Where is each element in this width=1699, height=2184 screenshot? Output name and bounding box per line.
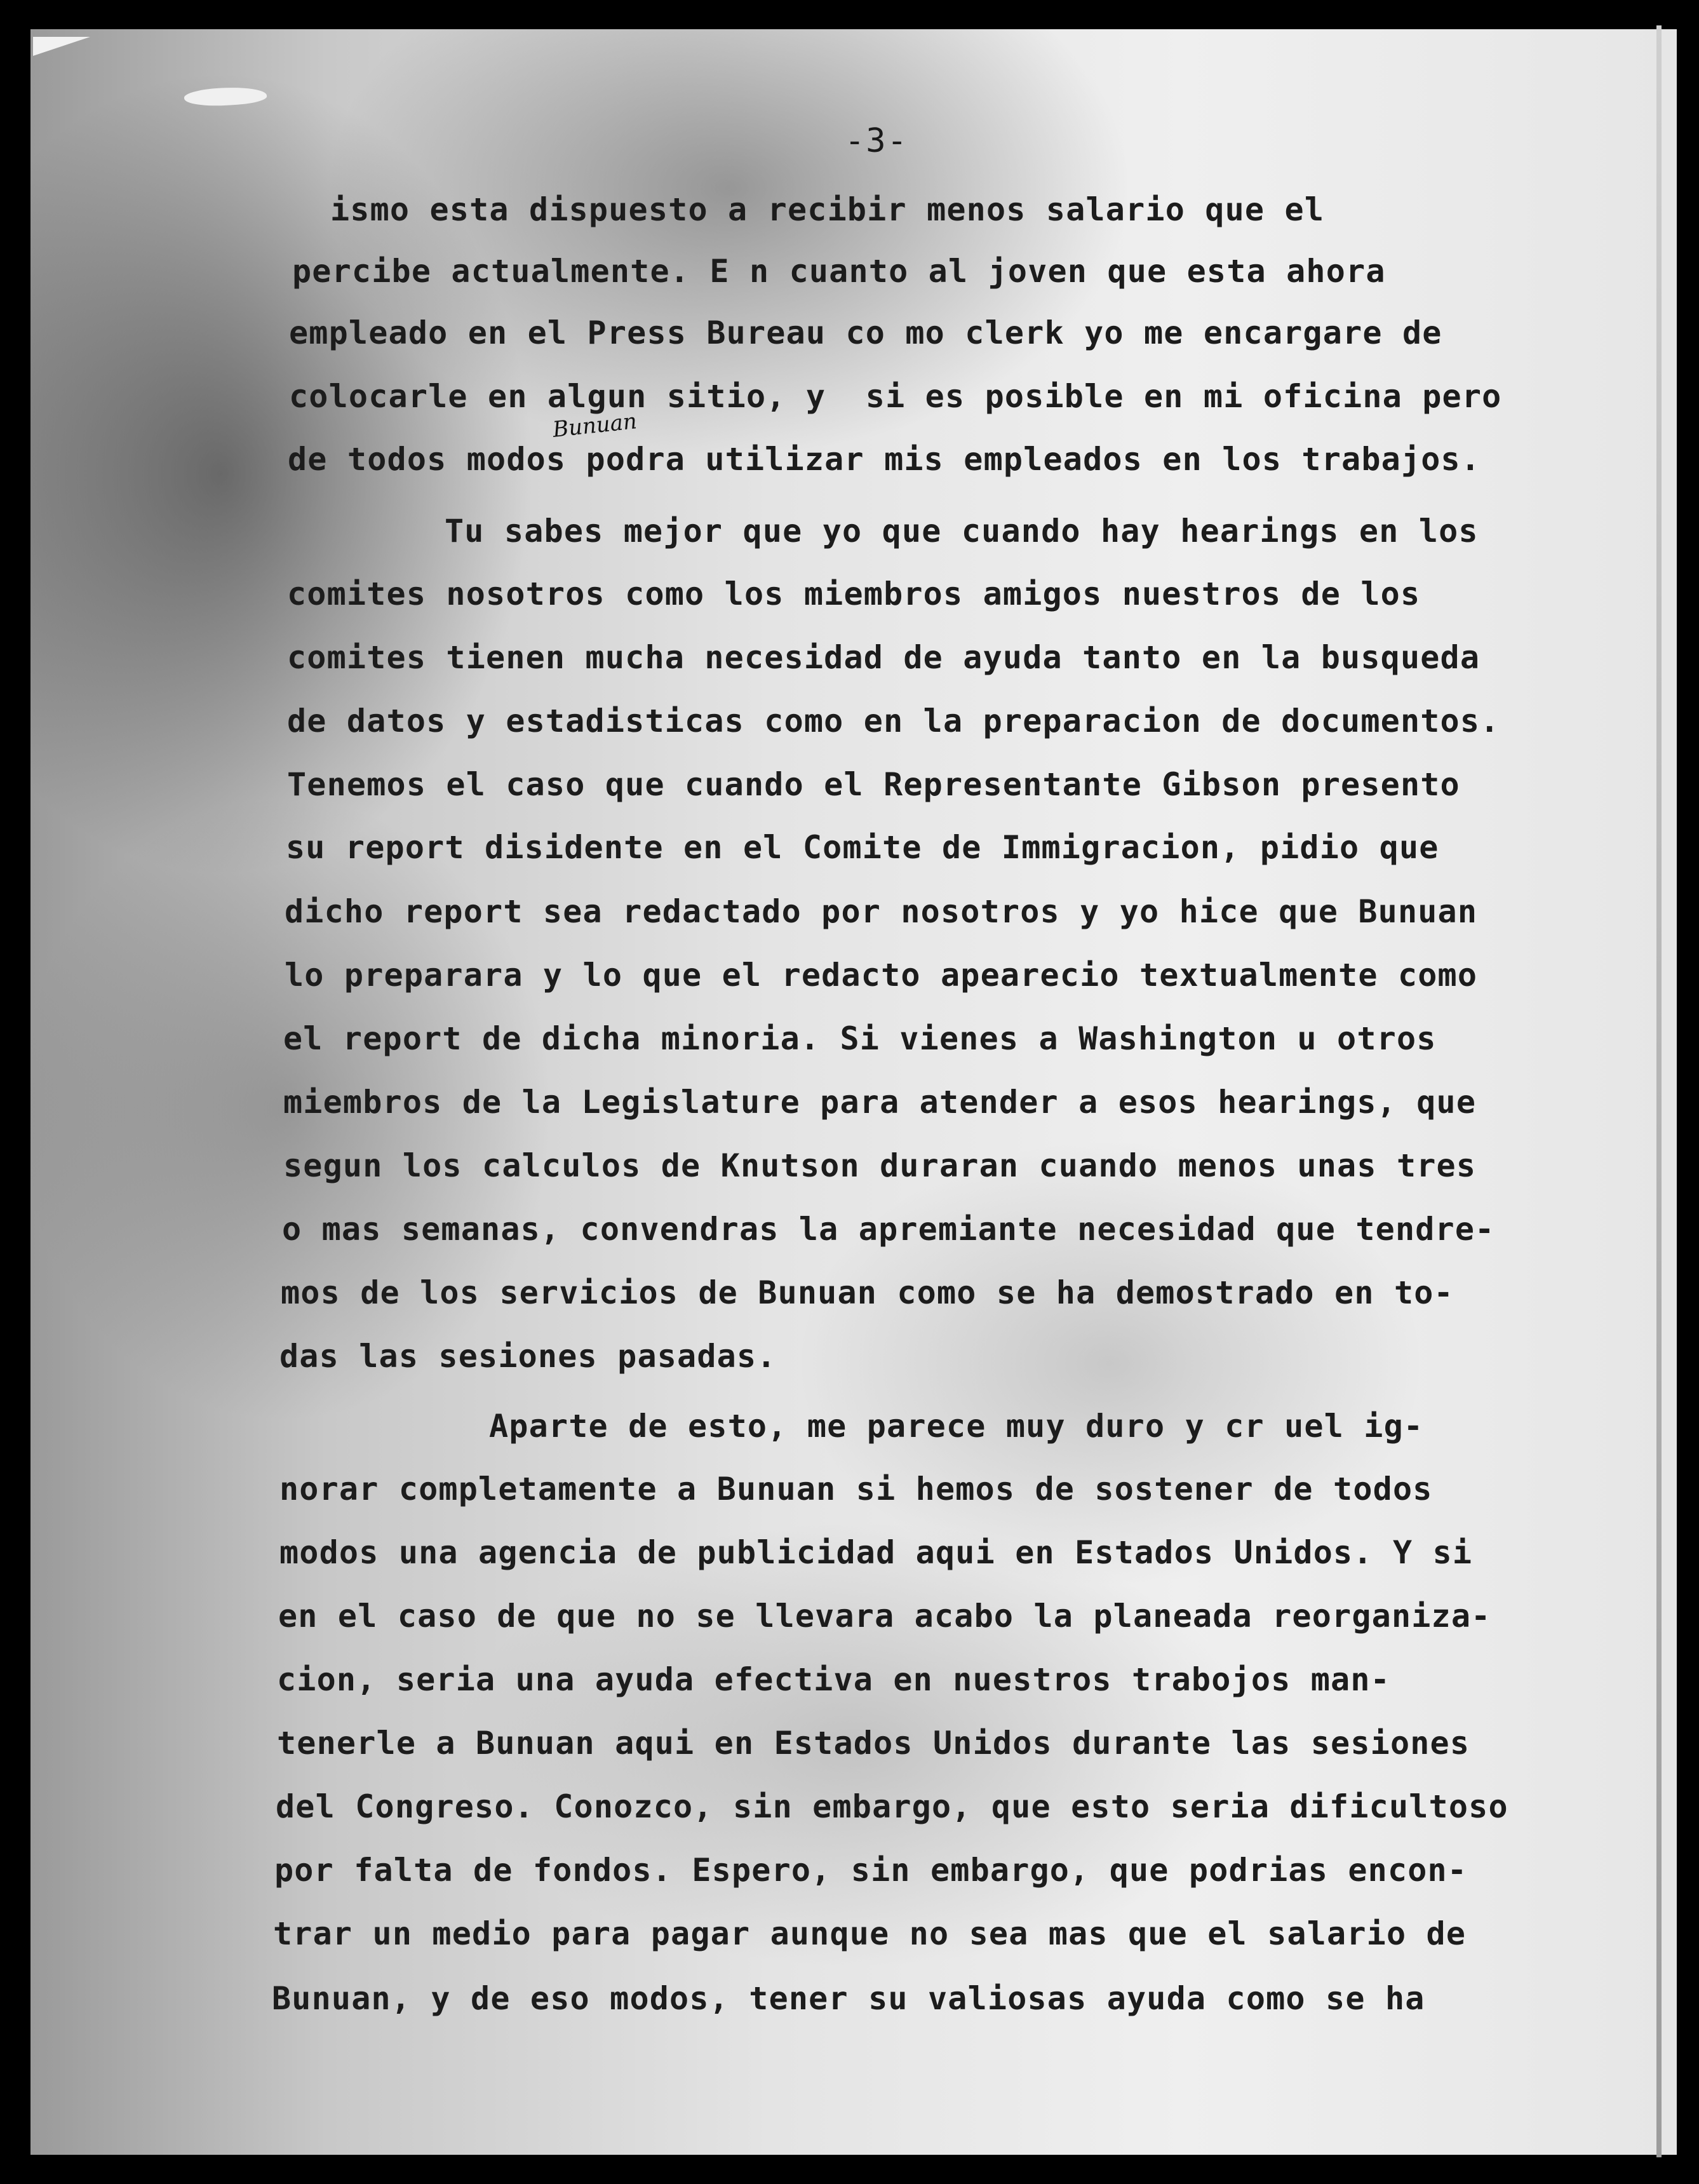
text-line: de todos modos podra utilizar mis empleados en los trabajos. [288,441,1481,478]
text-line: cion, seria una ayuda efectiva en nuestros trabojos man- [277,1661,1390,1698]
text-line: en el caso de que no se llevara acabo la planeada reorganiza- [278,1598,1491,1635]
text-line: Bunuan, y de eso modos, tener su valiosas ayuda como se ha [272,1980,1425,2017]
text-line: del Congreso. Conozco, sin embargo, que esto seria dificultoso [276,1788,1508,1825]
text-line: de datos y estadisticas como en la preparacion de documentos. [287,703,1500,739]
text-line: Aparte de esto, me parece muy duro y cr uel ig- [489,1408,1424,1445]
text-line: empleado en el Press Bureau co mo clerk yo me encargare de [289,314,1442,351]
text-line: ismo esta dispuesto a recibir menos salario que el [330,191,1325,228]
text-line: su report disidente en el Comite de Immigracion, pidio que [286,829,1439,866]
page-number: -3- [845,122,908,160]
text-line: el report de dicha minoria. Si vienes a Washington u otros [283,1020,1437,1057]
text-line: percibe actualmente. E n cuanto al joven que esta ahora [292,253,1386,290]
handwritten-note: Bunuan [551,408,638,443]
text-line: colocarle en algun sitio, y si es posible en mi oficina pero [289,378,1502,415]
text-line: modos una agencia de publicidad aqui en Estados Unidos. Y si [279,1534,1473,1571]
text-line: por falta de fondos. Espero, sin embargo, que podrias encon- [274,1852,1468,1889]
text-line: dicho report sea redactado por nosotros y yo hice que Bunuan [285,893,1478,930]
corner-mark [33,37,90,56]
text-line: tenerle a Bunuan aqui en Estados Unidos durante las sesiones [277,1725,1470,1762]
text-line: lo preparara y lo que el redacto apearecio textualmente como [285,957,1478,994]
text-line: o mas semanas, convendras la apremiante necesidad que tendre- [282,1211,1495,1248]
text-line: norar completamente a Bunuan si hemos de sostener de todos [279,1471,1433,1507]
text-line: comites nosotros como los miembros amigos nuestros de los [287,576,1421,612]
page-edge [1656,25,1662,2157]
text-line: Tu sabes mejor que yo que cuando hay hearings en los [445,513,1479,549]
text-line: comites tienen mucha necesidad de ayuda tanto en la busqueda [287,639,1481,676]
text-line: mos de los servicios de Bunuan como se ha demostrado en to- [281,1274,1454,1311]
text-line: miembros de la Legislature para atender a esos hearings, que [283,1084,1477,1121]
text-line: trar un medio para pagar aunque no sea mas que el salario de [273,1915,1467,1952]
text-line: Tenemos el caso que cuando el Representante Gibson presento [287,766,1460,803]
text-line: das las sesiones pasadas. [279,1338,777,1375]
text-line: segun los calculos de Knutson duraran cuando menos unas tres [283,1147,1477,1184]
